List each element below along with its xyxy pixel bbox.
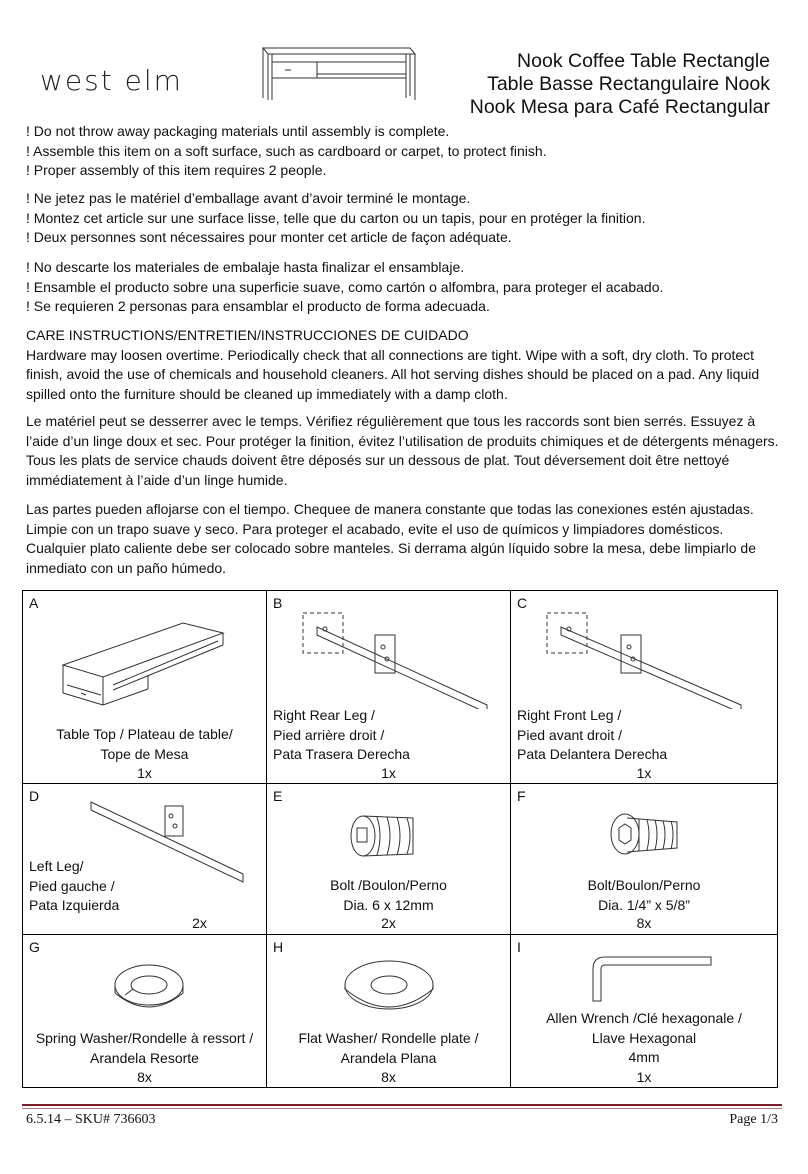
caption-line: Pied arrière droit /	[273, 726, 385, 743]
caption-line: Pata Delantera Derecha	[517, 746, 668, 762]
care-es: Las partes pueden aflojarse con el tiempo. Chequee de manera constante que todas las conexiones estén ajustadas. Limpie con un trapo suave y seco. Para proteger el acabado, evite el uso de químicos y limpiadores domésticos. Cualquier plato caliente debe ser colocado sobre manteles. Si derrama algún líquido sobre la mesa, debe limpiarlo de inmediato con un paño húmedo.	[26, 501, 756, 576]
warning-line: ! Proper assembly of this item requires 2 people.	[26, 162, 327, 178]
table-top-illustration	[53, 605, 233, 715]
caption-line: Arandela Resorte	[90, 1049, 199, 1066]
caption-line: 4mm	[628, 1049, 660, 1065]
part-cell-c	[511, 591, 777, 784]
part-caption	[517, 706, 771, 765]
warning-line: ! Ne jetez pas le matériel d’emballage avant d’avoir terminé le montage.	[26, 190, 471, 206]
caption-line: Left Leg/	[29, 858, 84, 874]
part-letter: E	[273, 788, 283, 804]
caption-line: Allen Wrench /Clé hexagonale /	[546, 1010, 742, 1026]
part-qty: 8x	[137, 1069, 152, 1085]
part-qty: 1x	[137, 765, 152, 781]
part-caption	[273, 706, 504, 765]
part-cell-g	[23, 935, 267, 1087]
caption-line: Tope de Mesa	[100, 745, 189, 762]
caption-line: Dia. 6 x 12mm	[343, 896, 434, 913]
caption-line: Dia. 1/4” x 5/8”	[598, 896, 690, 913]
caption-line: Pata Izquierda	[29, 897, 120, 913]
part-qty: 8x	[381, 1069, 396, 1085]
brand-logo: west elm	[40, 64, 183, 97]
care-section	[26, 326, 786, 404]
caption-line: Arandela Plana	[340, 1049, 437, 1066]
spring-washer-illustration	[109, 959, 189, 1019]
caption-line: Bolt/Boulon/Perno	[587, 877, 701, 893]
part-cell-a	[23, 591, 267, 784]
flat-washer-illustration	[339, 955, 439, 1021]
warning-line: ! Assemble this item on a soft surface, such as cardboard or carpet, to protect finish.	[26, 142, 547, 159]
part-caption	[273, 876, 504, 915]
part-caption	[29, 857, 260, 916]
part-letter: A	[29, 595, 39, 611]
warnings-en	[26, 122, 786, 181]
caption-line: Spring Washer/Rondelle à ressort /	[35, 1030, 254, 1046]
part-letter: G	[29, 939, 40, 955]
part-caption	[29, 725, 260, 764]
footer-rule-thin	[22, 1108, 782, 1109]
right-front-leg-illustration	[541, 609, 751, 709]
warning-line: ! Ensamble el producto sobre una superficie suave, como cartón o alfombra, para proteger el acabado.	[26, 278, 664, 295]
caption-line: Bolt /Boulon/Perno	[330, 877, 447, 893]
part-cell-h	[267, 935, 511, 1087]
part-qty: 2x	[381, 915, 396, 931]
part-letter: F	[517, 788, 526, 804]
bolt-quarter-inch-illustration	[607, 810, 687, 860]
part-cell-e	[267, 784, 511, 935]
warning-line: ! No descarte los materiales de embalaje hasta finalizar el ensamblaje.	[26, 259, 465, 275]
title-fr: Table Basse Rectangulaire Nook	[487, 73, 770, 95]
part-letter: C	[517, 595, 528, 611]
part-caption	[517, 1009, 771, 1068]
caption-line: Flat Washer/ Rondelle plate /	[298, 1030, 479, 1046]
page-number: Page 1/3	[729, 1112, 778, 1127]
caption-line: Pied gauche /	[29, 877, 115, 894]
care-heading: CARE INSTRUCTIONS/ENTRETIEN/INSTRUCCIONES DE CUIDADO	[26, 327, 469, 343]
warnings-fr	[26, 189, 786, 248]
caption-line: Table Top / Plateau de table/	[56, 726, 233, 742]
caption-line: Pied avant droit /	[517, 726, 623, 743]
warning-line: ! Do not throw away packaging materials until assembly is complete.	[26, 123, 450, 139]
part-qty: 8x	[636, 915, 652, 931]
part-caption	[273, 1029, 504, 1068]
part-cell-f	[511, 784, 777, 935]
bolt-6x12-illustration	[347, 812, 427, 862]
part-cell-i	[511, 935, 777, 1087]
caption-line: Llave Hexagonal	[591, 1029, 697, 1046]
warning-line: ! Deux personnes sont nécessaires pour monter cet article de façon adéquate.	[26, 229, 512, 245]
warnings-es	[26, 258, 786, 317]
care-en: Hardware may loosen overtime. Periodically check that all connections are tight. Wipe with a soft, dry cloth. To protect finish, avoid the use of chemicals and household cleaners. All hot serving dishes should be placed on a pad. Any liquid spilled onto the furniture should be cleaned up immediately with a damp cloth.	[26, 346, 760, 402]
allen-wrench-illustration	[561, 949, 721, 1009]
footer-rule	[22, 1104, 782, 1106]
coffee-table-illustration	[255, 40, 425, 106]
warning-line: ! Se requieren 2 personas para ensamblar el producto de forma adecuada.	[26, 298, 490, 314]
caption-line: Pata Trasera Derecha	[273, 746, 410, 762]
part-letter: B	[273, 595, 283, 611]
part-caption	[517, 876, 771, 915]
part-qty: 1x	[636, 765, 652, 781]
parts-table	[22, 590, 778, 1088]
title-block	[470, 50, 770, 119]
part-letter: I	[517, 939, 521, 955]
part-letter: D	[29, 788, 40, 804]
footer-sku: 6.5.14 – SKU# 736603	[26, 1112, 156, 1127]
part-qty: 1x	[381, 765, 396, 781]
part-qty: 2x	[192, 915, 207, 931]
part-letter: H	[273, 939, 284, 955]
part-caption	[29, 1029, 260, 1068]
caption-line: Right Rear Leg /	[273, 707, 375, 723]
caption-line: Right Front Leg /	[517, 707, 622, 723]
title-es: Nook Mesa para Café Rectangular	[469, 96, 770, 118]
warning-line: ! Montez cet article sur une surface lisse, telle que du carton ou un tapis, pour en protéger la finition.	[26, 209, 646, 226]
care-fr: Le matériel peut se desserrer avec le temps. Vérifiez régulièrement que tous les raccords sont bien serrés. Essuyez à l’aide d’un linge doux et sec. Pour protéger la finition, évitez l’utilisation de produits chimiques et de détergents ménagers. Tous les plats de service chauds doivent être déposés sur un dessous de plat. Tout déversement doit être nettoyé immédiatement à l’aide d’un linge humide.	[26, 413, 779, 488]
part-qty: 1x	[636, 1069, 652, 1085]
right-rear-leg-illustration	[297, 609, 497, 709]
part-cell-b	[267, 591, 511, 784]
part-cell-d	[23, 784, 267, 935]
title-en: Nook Coffee Table Rectangle	[517, 50, 770, 72]
